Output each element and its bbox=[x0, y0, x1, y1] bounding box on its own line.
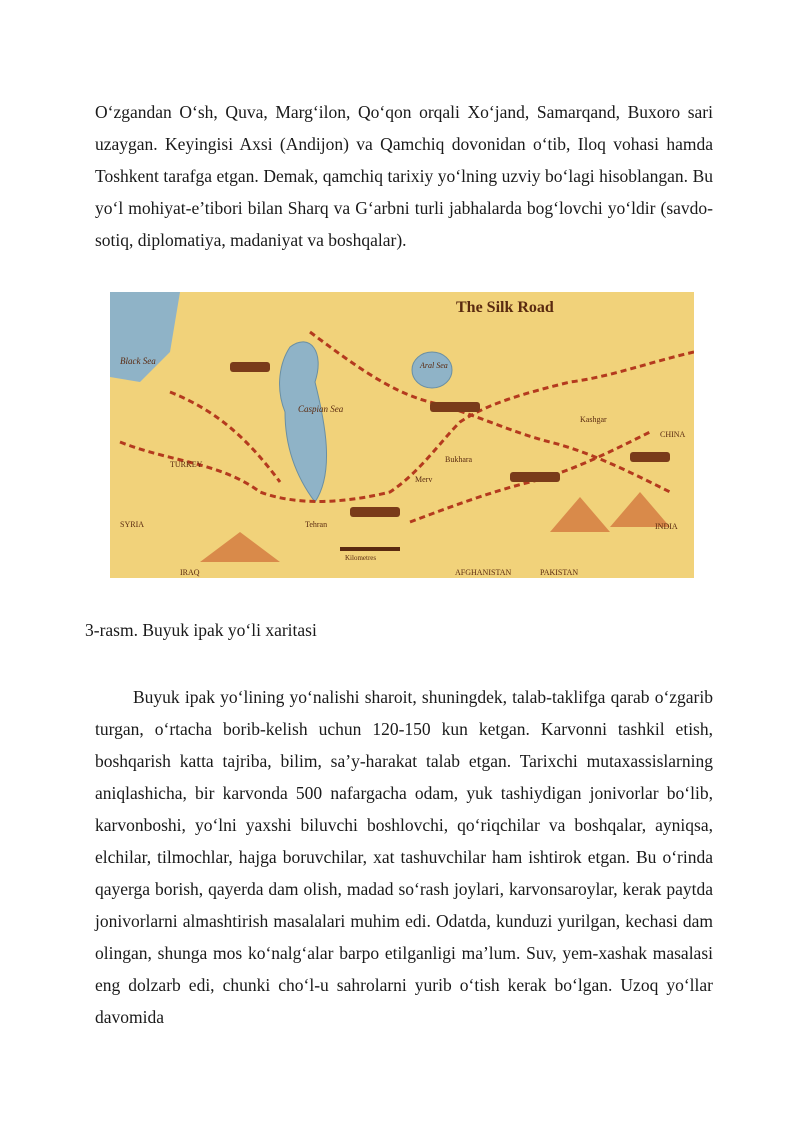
label-bukhara: Bukhara bbox=[445, 455, 473, 464]
map-background bbox=[110, 292, 694, 578]
label-pakistan: PAKISTAN bbox=[540, 568, 579, 577]
label-tehran: Tehran bbox=[305, 520, 328, 529]
label-kashgar: Kashgar bbox=[580, 415, 607, 424]
label-india: INDIA bbox=[655, 522, 678, 531]
paragraph-intro: O‘zgandan O‘sh, Quva, Marg‘ilon, Qo‘qon orqali Xo‘jand, Samarqand, Buxoro sari uzaygan. Keyingisi Axsi (Andijon) va Qamchiq dovonidan o‘tib, Iloq vohasi hamda Toshkent tarafga etgan. Demak, qamchiq tarixiy yo‘lning uzviy bo‘lagi hisoblangan. Bu yo‘l mohiyat-e’tibori bilan Sharq va G‘arbni turli jabhalarda bog‘lovchi yo‘ldir (savdo-sotiq, diplomatiya, madaniyat va boshqalar). bbox=[95, 102, 713, 250]
scale-bar bbox=[340, 547, 400, 551]
label-afghanistan: AFGHANISTAN bbox=[455, 568, 512, 577]
label-scale: Kilometres bbox=[345, 554, 377, 562]
label-iraq: IRAQ bbox=[180, 568, 200, 577]
figure-caption: 3-rasm. Buyuk ipak yo‘li xaritasi bbox=[85, 620, 317, 640]
caravan-5 bbox=[630, 452, 670, 462]
caravan-4 bbox=[510, 472, 560, 482]
label-merv: Merv bbox=[415, 475, 433, 484]
paragraph-main: Buyuk ipak yo‘lining yo‘nalishi sharoit, shuningdek, talab-taklifga qarab o‘zgarib turgan, o‘rtacha borib-kelish uchun 120-150 kun ketgan. Karvonni tashkil etish, boshqarish katta tajriba, bilim, sa’y-harakat talab etgan. Tarixchi mutaxassislarning aniqlashicha, bir karvonda 500 nafargacha odam, yuk tashiydigan jonivorlar bo‘lib, karvonboshi, yo‘lni yaxshi biluvchi boshlovchi, qo‘riqchilar va boshqalar, ayniqsa, elchilar, tilmochlar, hajga boruvchilar, xat tashuvchilar ham ishtirok etgan. Bu o‘rinda qayerga borish, qayerda dam olish, madad so‘rash joylari, karvonsaroylar, kerak paytda jonivorlarni almashtirish masalalari muhim edi. Odatda, kunduzi yurilgan, kechasi dam olingan, shunga mos ko‘nalg‘alar barpo etilganligi ma’lum. Suv, yem-xashak masalasi eng dolzarb edi, chunki cho‘l-u sahrolarni yurib o‘tish kerak bo‘lgan. Uzoq yo‘llar davomida bbox=[95, 687, 713, 1027]
caravan-1 bbox=[230, 362, 270, 372]
label-turkey: TURKEY bbox=[170, 460, 203, 469]
map-title: The Silk Road bbox=[456, 299, 554, 316]
label-black-sea: Black Sea bbox=[120, 356, 156, 366]
caravan-2 bbox=[430, 402, 480, 412]
label-syria: SYRIA bbox=[120, 520, 145, 529]
silk-road-map bbox=[110, 292, 694, 578]
label-aral-sea: Aral Sea bbox=[420, 361, 448, 370]
label-china: CHINA bbox=[660, 430, 686, 439]
caravan-3 bbox=[350, 507, 400, 517]
aral-sea bbox=[412, 352, 452, 388]
label-caspian-sea: Caspian Sea bbox=[298, 404, 344, 414]
